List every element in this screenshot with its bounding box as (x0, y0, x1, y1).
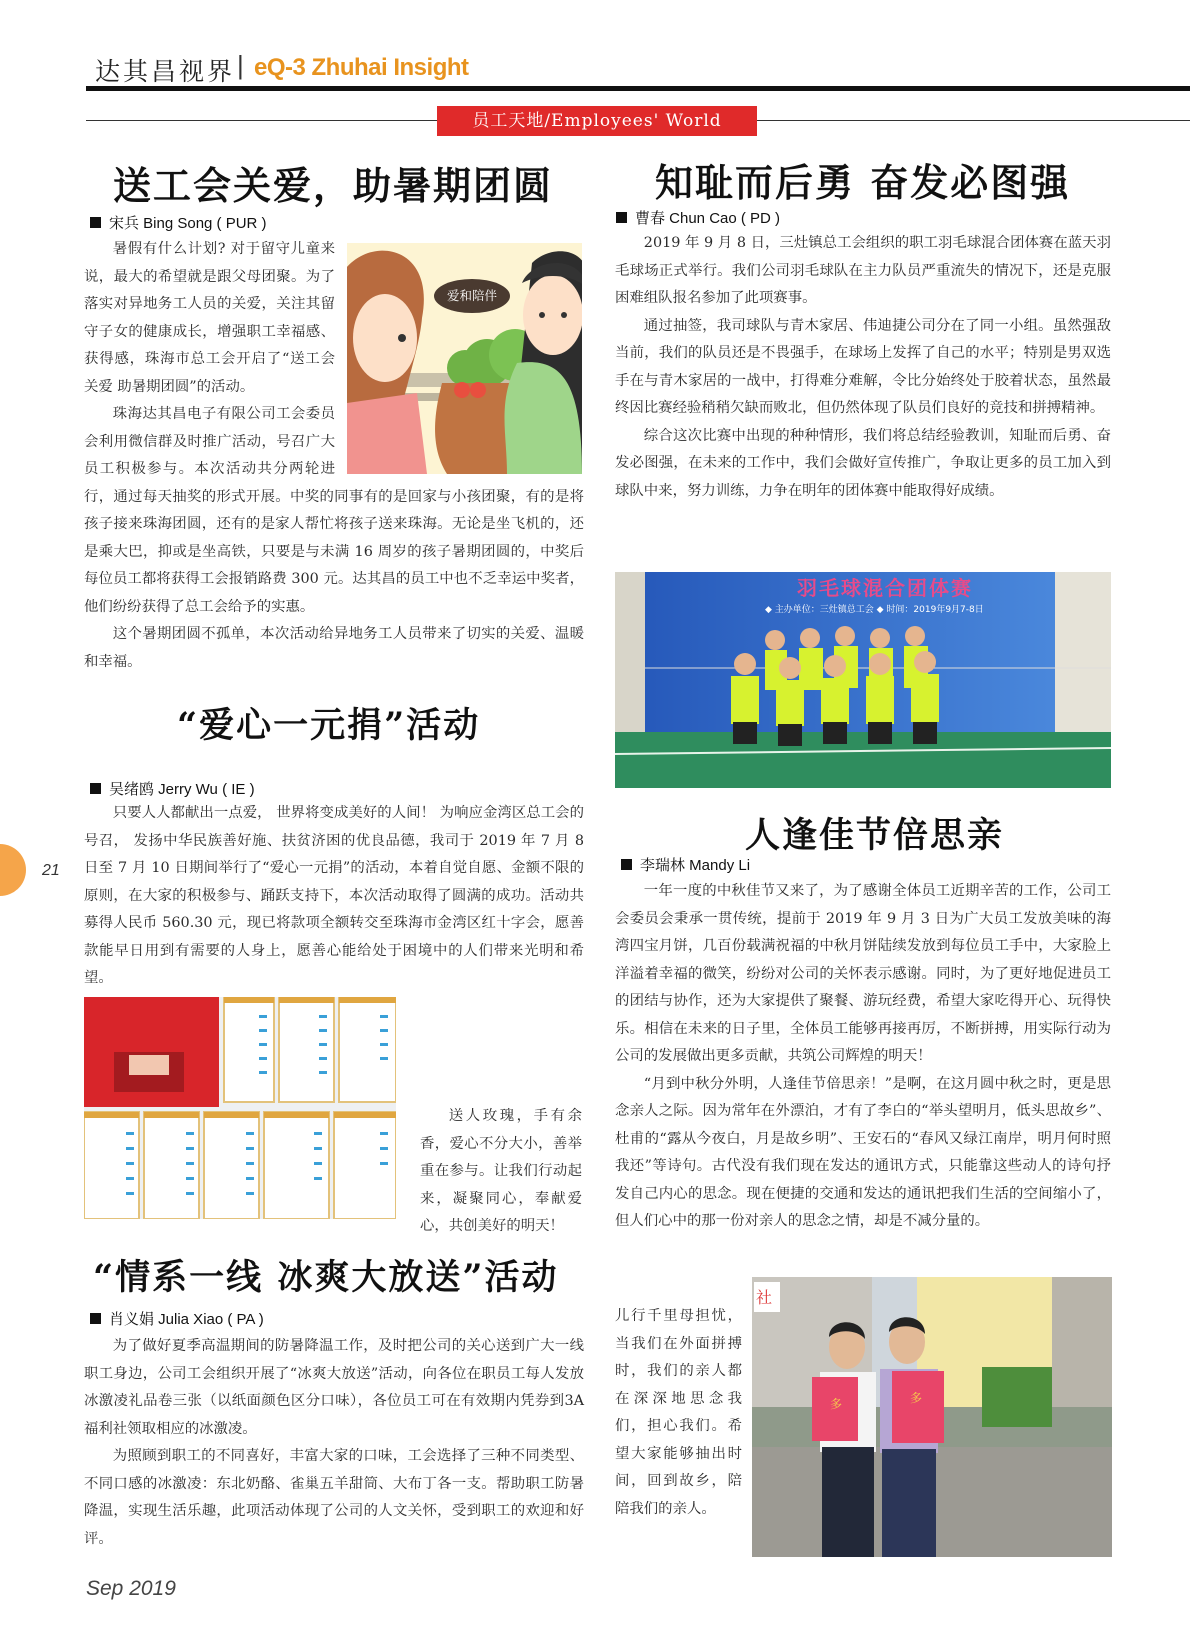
page-tab-marker (0, 844, 26, 896)
badminton-banner-text: ◆ 主办单位：三灶镇总工会 ◆ 时间：2019年9月7-8日 (765, 605, 984, 615)
byline-square-icon (90, 1313, 101, 1324)
masthead-separator: | (237, 50, 244, 80)
donation-paragraph-2: 送人玫瑰，手有余香，爱心不分大小，善举重在参与。让我们行动起来，凝聚同心，奉献爱心，共创美好的明天！ (420, 1108, 582, 1234)
section-label: 员工天地/Employees' World (437, 106, 757, 136)
badminton-byline (616, 207, 780, 228)
icecream-paragraph-1: 为了做好夏季高温期间的防暑降温工作，及时把公司的关心送到广大一线职工身边，公司工会组织开展了“冰爽大放送”活动，向各位在职员工每人发放冰激凌礼品卷三张（以纸面颜色区分口味），各位员工可在有效期内凭券到3A福利社领取相应的冰激凌。 (84, 1338, 584, 1437)
byline-square-icon (90, 783, 101, 794)
summer-author: 宋兵 Bing Song ( PUR ) (109, 215, 267, 232)
photo-sign-character: 社 (756, 1288, 773, 1307)
festival-body-side (615, 1303, 742, 1523)
badminton-team-photo (615, 572, 1111, 788)
festival-paragraph-3: 儿行千里母担忧，当我们在外面拼搏时，我们的亲人都在深深地思念我们，担心我们。希望大家能够抽出时间，回到故乡，陪陪我们的亲人。 (615, 1308, 742, 1517)
donation-receipts-svg (84, 997, 396, 1219)
summer-byline (90, 212, 267, 233)
donation-receipts-photo (84, 997, 396, 1219)
festival-title: 人逢佳节倍思亲 (745, 815, 1005, 856)
summer-title: 送工会关爱，助暑期团圆 (113, 163, 554, 208)
badminton-paragraph-1: 2019 年 9 月 8 日，三灶镇总工会组织的职工羽毛球混合团体赛在蓝天羽毛球场正式举行。我们公司羽毛球队在主力队员严重流失的情况下，还是克服困难组队报名参加了此项赛事。 (615, 235, 1111, 306)
mooncake-photo-svg (752, 1277, 1112, 1557)
icecream-body (84, 1333, 584, 1553)
festival-author: 李瑞林 Mandy Li (640, 857, 751, 874)
icecream-paragraph-2: 为照顾到职工的不同喜好，丰富大家的口味，工会选择了三种不同类型、不同口感的冰激凌：东北奶酪、雀巢五羊甜筒、大布丁各一支。帮助职工防暑降温，实现生活乐趣，此项活动体现了公司的人文关怀，受到职工的欢迎和好评。 (84, 1448, 584, 1547)
donation-author: 吴绪鸥 Jerry Wu ( IE ) (109, 781, 255, 798)
festival-paragraph-1: 一年一度的中秋佳节又来了，为了感谢全体员工近期辛苦的工作，公司工会委员会秉承一贯传统，提前于 2019 年 9 月 3 日为广大员工发放美味的海湾四宝月饼，几百份载满祝福的中秋月饼陆续发放到每位员工手中，大家脸上洋溢着幸福的微笑，纷纷对公司的关怀表示感谢。同时，为了更好地促进员工的团结与协作，还为大家提供了聚餐、游玩经费，希望大家吃得开心、玩得快乐。相信在未来的日子里，全体员工能够再接再厉，不断拼搏，用实际行动为公司的发展做出更多贡献，共筑公司辉煌的明天！ (615, 883, 1111, 1064)
donation-title: “爱心一元捐”活动 (177, 705, 481, 746)
festival-byline (621, 854, 750, 875)
badminton-author: 曹春 Chun Cao ( PD ) (635, 210, 781, 227)
issue-date: Sep 2019 (86, 1577, 176, 1600)
card-mark-left: 多 (830, 1397, 843, 1411)
festival-paragraph-2: “月到中秋分外明，人逢佳节倍思亲！”是啊，在这月圆中秋之时，更是思念亲人之际。因为常年在外漂泊，才有了李白的“举头望明月，低头思故乡”、杜甫的“露从今夜白，月是故乡明”、王安石的“春风又绿江南岸，明月何时照我还”等诗句。古代没有我们现在发达的通讯方式，只能靠这些动人的诗句抒发自己内心的思念。现在便捷的交通和发达的通讯把我们生活的空间缩小了，但人们心中的那一份对亲人的思念之情，却是不减分量的。 (615, 1075, 1111, 1229)
badminton-body (615, 230, 1111, 505)
summer-paragraph-3: 这个暑期团圆不孤单，本次活动给异地务工人员带来了切实的关爱、温暖和幸福。 (84, 626, 584, 670)
page-number: 21 (42, 862, 60, 879)
summer-paragraph-1: 暑假有什么计划? 对于留守儿童来说，最大的希望就是跟父母团聚。为了落实对异地务工人员的关爱，关注其留守子女的健康成长，增强职工幸福感、获得感，珠海市总工会开启了“送工会关爱 助暑期团圆”的活动。 (84, 241, 335, 395)
icecream-title: “情系一线 冰爽大放送”活动 (93, 1257, 559, 1298)
donation-body-side (420, 1103, 582, 1241)
cartoon-speech-bubble: 爱和陪伴 (446, 288, 497, 303)
family-cartoon-illustration (347, 243, 582, 474)
badminton-banner-title: 羽毛球混合团体赛 (797, 576, 973, 600)
summer-paragraph-2: 珠海达其昌电子有限公司工会委员会利用微信群及时推广活动，号召广大员工积极参与。本次活动共分两轮进行，通过每天抽奖的形式开展。中奖的同事有的是回家与小孩团聚，有的是将孩子接来珠海团圆，还有的是家人帮忙将孩子送来珠海。无论是坐飞机的，还是乘大巴，抑或是坐高铁，只要是与未满 16 周岁的孩子暑期团圆的，中奖后每位员工都将获得工会报销路费 300 元。达其昌的员工中也不乏幸运中奖者，他们纷纷获得了总工会给予的实惠。 (84, 406, 584, 615)
badminton-title: 知耻而后勇 奋发必图强 (655, 160, 1071, 205)
donation-paragraph-1 (84, 800, 584, 993)
donation-p1-text: 只要人人都献出一点爱， 世界将变成美好的人间！ 为响应金湾区总工会的号召， 发扬中华民族善好施、扶贫济困的优良品德，我司于 2019 年 7 月 8 日至 7 月 10 日期间举行了“爱心一元捐”的活动，本着自觉自愿、金额不限的原则，在大家的积极参与、踊跃支持下，本次活动取得了圆满的成功。活动共募得人民币 560.30 元，现已将款项全额转交至珠海市金湾区红十字会，愿善款能早日用到有需要的人身上，愿善心能给处于困境中的人们带来光明和希望。 (84, 805, 584, 986)
byline-square-icon (616, 212, 627, 223)
donation-body (84, 800, 584, 993)
card-mark-right: 多 (910, 1391, 923, 1405)
mooncake-distribution-photo (752, 1277, 1112, 1557)
icecream-author: 肖义娟 Julia Xiao ( PA ) (109, 1311, 264, 1328)
byline-square-icon (90, 217, 101, 228)
donation-byline (90, 778, 255, 799)
festival-body (615, 878, 1111, 1236)
icecream-byline (90, 1308, 264, 1329)
byline-square-icon (621, 859, 632, 870)
masthead-chinese: 达其昌视界 (95, 57, 236, 86)
masthead-english: eQ-3 Zhuhai Insight (254, 54, 469, 81)
family-cartoon-svg (347, 243, 582, 474)
badminton-paragraph-3: 综合这次比赛中出现的种种情形，我们将总结经验教训，知耻而后勇、奋发必图强，在未来的工作中，我们会做好宣传推广，争取让更多的员工加入到球队中来，努力训练，力争在明年的团体赛中能取得好成绩。 (615, 427, 1111, 499)
header-rule (86, 86, 1190, 91)
badminton-paragraph-2: 通过抽签，我司球队与青木家居、伟迪捷公司分在了同一小组。虽然强敌当前，我们的队员还是不畏强手，在球场上发挥了自己的水平；特别是男双选手在与青木家居的一战中，打得难分难解，令比分始终处于胶着状态，虽然最终因比赛经验稍稍欠缺而败北，但仍然体现了队员们良好的竞技和拼搏精神。 (615, 317, 1111, 416)
